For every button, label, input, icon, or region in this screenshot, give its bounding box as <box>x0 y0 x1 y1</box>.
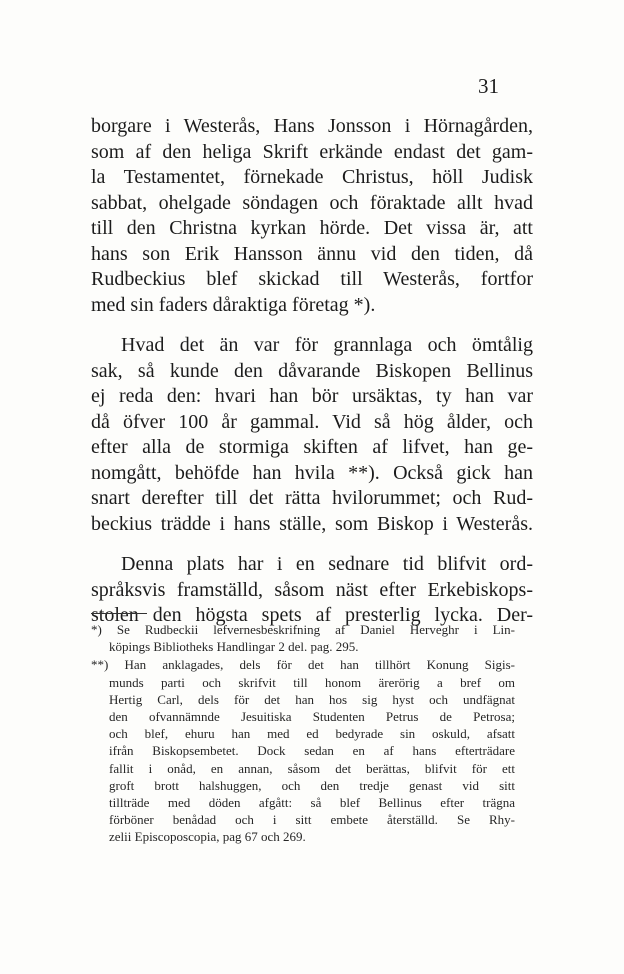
footnote-2 <box>91 656 515 845</box>
footnote-1 <box>91 621 515 655</box>
text-line: språksvis framställd, såsom näst efter Erkebiskops- <box>91 578 533 601</box>
footnote-divider <box>91 613 147 614</box>
footnote-line: **) Han anklagades, dels för det han tillhört Konung Sigis- <box>91 657 515 673</box>
paragraph-3 <box>91 552 533 629</box>
footnote-line: munds parti och skrifvit till honom ärerörig a bref om <box>109 674 515 690</box>
footnote-line: fallit i onåd, en annan, såsom det berättas, blifvit för ett <box>109 760 515 776</box>
footnote-line: Hertig Carl, dels för det han hos sig hyst och undfägnat <box>109 691 515 707</box>
footnote-line: köpings Bibliotheks Handlingar 2 del. pag. 295. <box>109 639 359 655</box>
footnote-line: *) Se Rudbeckii lefvernesbeskrifning af Daniel Herveghr i Lin- <box>91 622 515 637</box>
footnote-line: förböner benådad och i sitt embete återställd. Se Rhy- <box>109 812 515 828</box>
text-line: till den Christna kyrkan hörde. Det vissa är, att <box>91 217 533 239</box>
text-line: beckius trädde i hans ställe, som Biskop i Westerås. <box>91 512 533 535</box>
text-line: Rudbeckius blef skickad till Westerås, fortfor <box>91 268 533 290</box>
text-line: stolen den högsta spets af presterlig lycka. Der- <box>91 604 533 626</box>
footnotes <box>91 621 515 845</box>
text-line: hans son Erik Hansson ännu vid den tiden, då <box>91 242 533 265</box>
text-line: som af den heliga Skrift erkände endast det gam- <box>91 140 533 163</box>
text-line: ej reda den: hvari han bör ursäktas, ty han var <box>91 385 533 407</box>
footnote-line: zelii Episcoposcopia, pag 67 och 269. <box>109 829 306 845</box>
paragraph-1 <box>91 114 533 318</box>
body-text <box>91 114 533 629</box>
page-number: 31 <box>478 74 499 98</box>
text-line: efter alla de stormiga skiften af lifvet, han ge- <box>91 436 533 458</box>
text-line: Denna plats har i en sednare tid blifvit ord- <box>121 553 533 575</box>
footnote-line: tillträde med döden afgått: så blef Bellinus efter trägna <box>109 794 515 810</box>
footnote-line: den ofvannämnde Jesuitiska Studenten Petrus de Petrosa; <box>109 708 515 724</box>
text-line: snart derefter till det rätta hvilorummet; och Rud- <box>91 487 533 509</box>
text-line: la Testamentet, förnekade Christus, höll Judisk <box>91 166 533 188</box>
text-line: då öfver 100 år gammal. Vid så hög ålder, och <box>91 410 533 433</box>
text-line: Hvad det än var för grannlaga och ömtålig <box>121 334 533 356</box>
footnote-line: ifrån Biskopsembetet. Dock sedan en af hans efterträdare <box>109 743 515 759</box>
text-line: nomgått, behöfde han hvila **). Också gick han <box>91 461 533 484</box>
text-line: med sin faders dåraktiga företag *). <box>91 293 376 316</box>
text-line: borgare i Westerås, Hans Jonsson i Hörnagården, <box>91 115 533 137</box>
text-line: sabbat, ohelgade söndagen och föraktade allt hvad <box>91 191 533 214</box>
text-line: sak, så kunde den dåvarande Biskopen Bellinus <box>91 359 533 382</box>
paragraph-2 <box>91 333 533 537</box>
footnote-line: groft brott halshuggen, och den tredje genast vid sitt <box>109 777 515 793</box>
footnote-line: och blef, ehuru han med ed bedyrade sin oskuld, afsatt <box>109 726 515 742</box>
